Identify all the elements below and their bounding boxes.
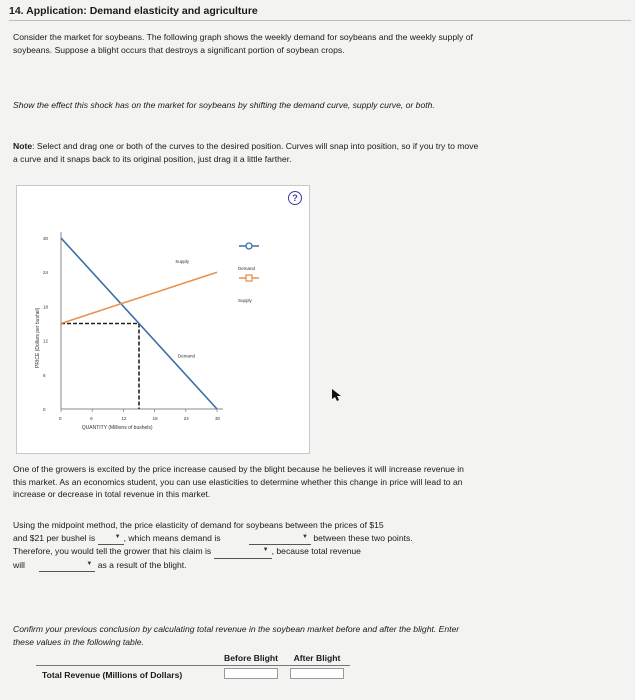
y-axis-label: PRICE (Dollars per bushel)	[35, 307, 41, 368]
y-tick-label: 30	[43, 236, 49, 241]
midpoint-question	[13, 519, 483, 572]
claim-dropdown[interactable]: ▼	[214, 545, 272, 559]
x-tick-label: 24	[183, 416, 189, 421]
x-tick-label: 0	[59, 416, 62, 421]
note-label: Note	[13, 141, 33, 151]
before-blight-header: Before Blight	[224, 653, 278, 663]
x-tick-label: 6	[90, 416, 93, 421]
demand-curve-label: Demand	[178, 353, 196, 359]
note-body: : Select and drag one or both of the curves to the desired position. Curves will snap into position, so if you try to move a curve and it snaps back to its original position, just drag it a little farther.	[13, 141, 479, 164]
legend-label-supply: Supply	[238, 298, 252, 303]
y-tick-label: 6	[43, 372, 46, 378]
paragraph-2: One of the growers is excited by the price increase caused by the blight because he believes it will increase revenue in this market. As an economics student, you can use elasticities to determine whether this change in price will lead to an increase or decrease in total revenue in this market.	[13, 464, 464, 499]
legend-label-demand: Demand	[238, 266, 256, 271]
legend-marker-supply	[246, 275, 252, 281]
y-tick-label: 12	[43, 338, 49, 344]
x-axis-label: QUANTITY (Millions of bushels)	[81, 425, 153, 431]
midpoint-text-4b: as a result of the blight.	[97, 559, 187, 570]
note-text	[13, 140, 483, 165]
midpoint-line-4	[13, 559, 483, 573]
legend-marker-demand	[246, 243, 252, 249]
y-tick-label: 18	[43, 304, 49, 310]
y-tick-label: 24	[43, 270, 49, 276]
midpoint-text-2c: between these two points.	[313, 532, 413, 543]
before-blight-input[interactable]	[224, 668, 278, 679]
midpoint-text-2b: , which means demand is	[123, 532, 221, 543]
supply-curve-label: Supply	[175, 259, 190, 265]
confirm-text: Confirm your previous conclusion by calculating total revenue in the soybean market before and after the blight. Enter these values in the following table.	[13, 624, 460, 647]
revenue-change-dropdown[interactable]: ▼	[39, 559, 95, 573]
midpoint-text-3b: , because total revenue	[271, 546, 361, 556]
after-blight-input[interactable]	[290, 668, 344, 679]
cursor-icon	[332, 388, 342, 406]
midpoint-line-1: Using the midpoint method, the price elasticity of demand for soybeans between the prices of $15	[13, 520, 384, 530]
x-tick-label: 30	[215, 416, 221, 421]
intro-text: Consider the market for soybeans. The following graph shows the weekly demand for soybeans and the weekly supply of soybeans. Suppose a blight occurs that destroys a significant portion of soybean crops.	[13, 32, 473, 55]
midpoint-text-2a: and $21 per bushel is	[13, 532, 96, 543]
elasticity-dropdown[interactable]: ▼	[98, 532, 124, 546]
demand-curve	[61, 238, 217, 409]
instruction-text: Show the effect this shock has on the market for soybeans by shifting the demand curve, supply curve, or both.	[13, 100, 435, 110]
demand-type-dropdown[interactable]: ▼	[249, 532, 311, 546]
y-tick-label: 0	[43, 407, 46, 412]
graph-panel	[16, 185, 310, 454]
demand-supply-chart	[17, 186, 309, 453]
x-tick-label: 18	[152, 416, 158, 421]
supply-curve	[61, 272, 217, 323]
x-tick-label: 12	[121, 416, 127, 421]
midpoint-text-3a: Therefore, you would tell the grower that his claim is	[13, 546, 212, 556]
total-revenue-label: Total Revenue (Millions of Dollars)	[42, 669, 183, 680]
divider	[9, 20, 631, 21]
midpoint-line-2	[13, 532, 483, 546]
revenue-table	[36, 651, 350, 683]
question-title: 14. Application: Demand elasticity and agriculture	[9, 5, 258, 17]
after-blight-header: After Blight	[293, 653, 341, 663]
help-icon[interactable]: ?	[288, 191, 302, 205]
midpoint-line-3	[13, 545, 483, 559]
midpoint-text-4a: will	[13, 559, 25, 570]
